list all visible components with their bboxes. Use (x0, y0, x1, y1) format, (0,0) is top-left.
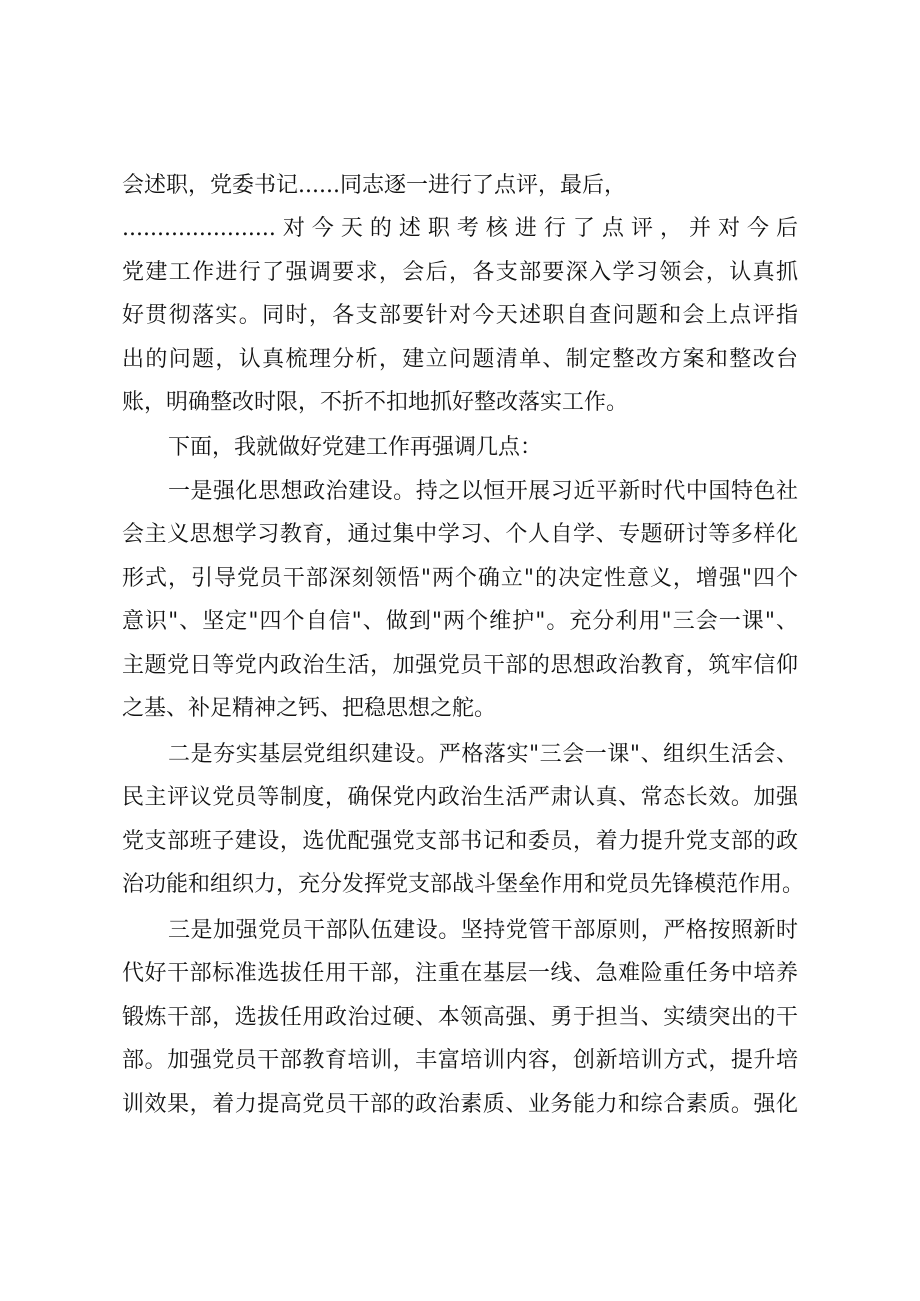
text-line: 意识"、坚定"四个自信"、做到"两个维护"。充分利用"三会一课"、 (122, 609, 798, 634)
text-line: 训效果，着力提高党员干部的政治素质、业务能力和综合素质。强化 (122, 1092, 798, 1117)
text-line: 党支部班子建设，选优配强党支部书记和委员，着力提升党支部的政 (122, 829, 798, 854)
text-line: 锻炼干部，选拔任用政治过硬、本领高强、勇于担当、实绩突出的干 (122, 1005, 798, 1030)
text-line: 治功能和组织力，充分发挥党支部战斗堡垒作用和党员先锋模范作用。 (122, 872, 805, 897)
text-line: 形式，引导党员干部深刻领悟"两个确立"的决定性意义，增强"四个 (122, 566, 798, 591)
text-line: 主题党日等党内政治生活，加强党员干部的思想政治教育，筑牢信仰 (122, 653, 798, 678)
text-line: 账，明确整改时限，不折不扣地抓好整改落实工作。 (122, 390, 629, 415)
text-line: 部。加强党员干部教育培训，丰富培训内容，创新培训方式，提升培 (122, 1048, 798, 1073)
text-line: 会述职，党委书记......同志逐一进行了点评，最后， (122, 173, 626, 198)
text-line: 下面，我就做好党建工作再强调几点： (168, 435, 543, 460)
text-line: 出的问题，认真梳理分析，建立问题清单、制定整改方案和整改台 (122, 347, 798, 372)
text-line: 代好干部标准选拔任用干部，注重在基层一线、急难险重任务中培养 (122, 961, 798, 986)
text-line: ......................对今天的述职考核进行了点评，并对今后 (122, 216, 798, 241)
text-line: 一是强化思想政治建设。持之以恒开展习近平新时代中国特色社 (168, 479, 798, 504)
text-line: 党建工作进行了强调要求，会后，各支部要深入学习领会，认真抓 (122, 260, 798, 285)
text-line: 民主评议党员等制度，确保党内政治生活严肃认真、常态长效。加强 (122, 785, 798, 810)
text-line: 会主义思想学习教育，通过集中学习、个人自学、专题研讨等多样化 (122, 522, 798, 547)
text-line: 好贯彻落实。同时，各支部要针对今天述职自查问题和会上点评指 (122, 303, 798, 328)
text-line: 之基、补足精神之钙、把稳思想之舵。 (122, 696, 497, 721)
text-line: 三是加强党员干部队伍建设。坚持党管干部原则，严格按照新时 (168, 918, 798, 943)
text-line: 二是夯实基层党组织建设。严格落实"三会一课"、组织生活会、 (168, 742, 798, 767)
